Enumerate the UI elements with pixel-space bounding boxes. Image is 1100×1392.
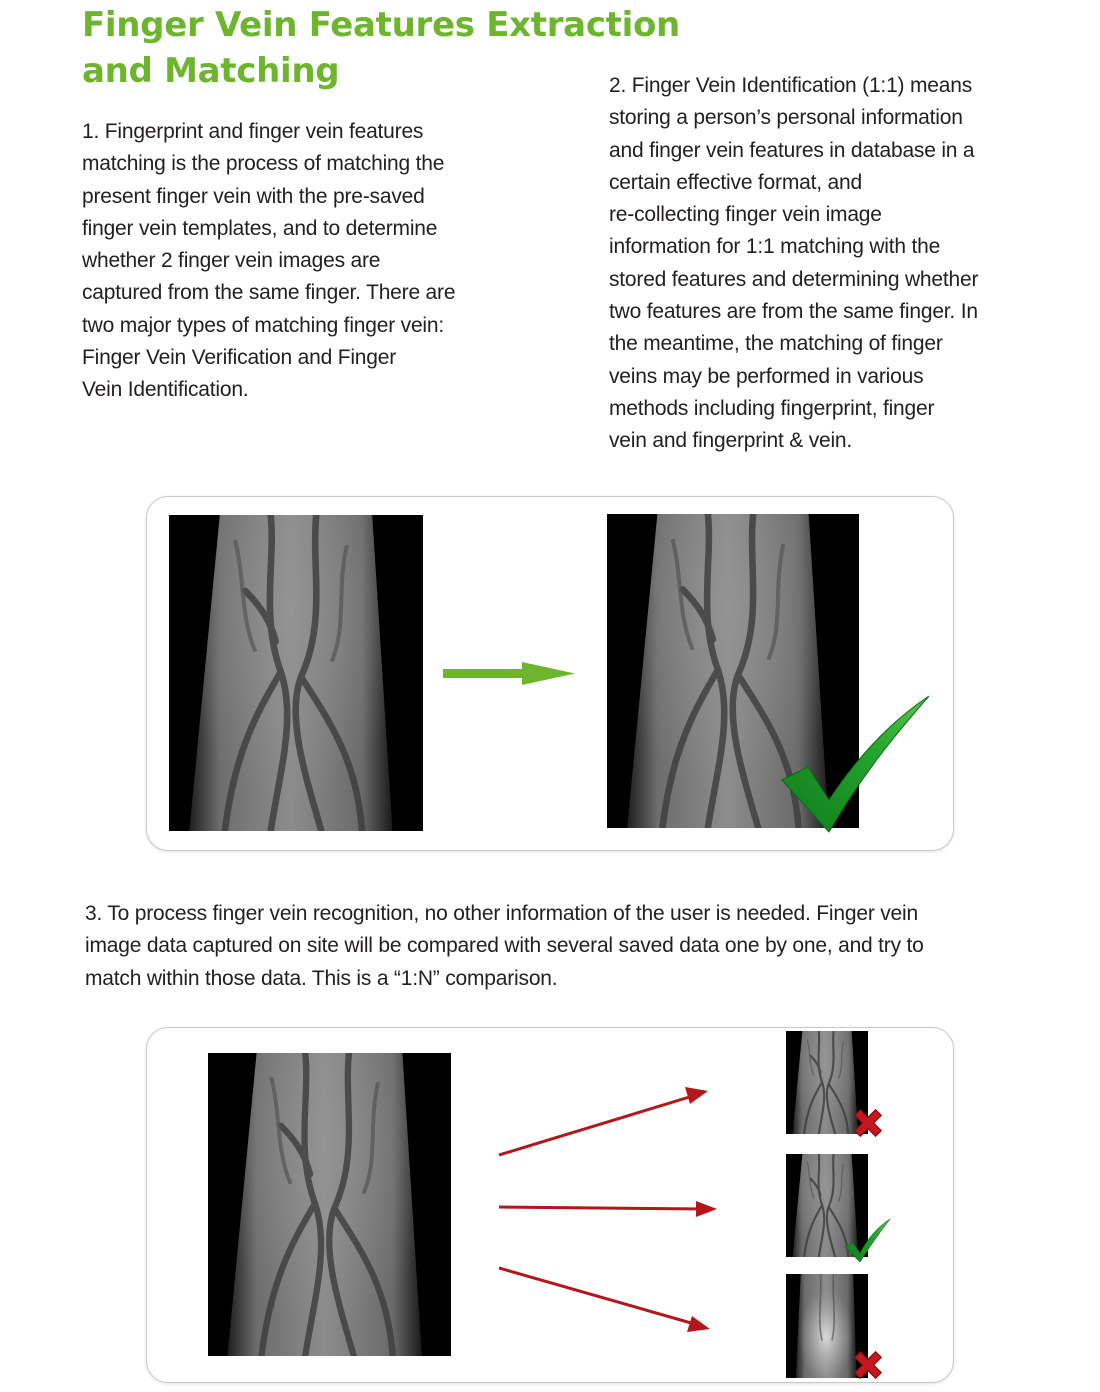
- red-arrow-3: [499, 1268, 710, 1332]
- red-arrow-1: [499, 1087, 708, 1155]
- section-2-text: 2. Finger Vein Identification (1:1) means storing a person’s personal information and finger vein features in database in a certain effective format, and re-collecting finger vein image information for 1:1 matching with the stored features and determining whether two features are from the same finger. In the meantime, the matching of finger veins may be performed in various methods including fingerprint, finger vein and fingerprint & vein.: [609, 74, 979, 453]
- title-line-2: and Matching: [82, 51, 340, 91]
- mismatch-x-icon: [855, 1352, 882, 1379]
- title-line-1: Finger Vein Features Extraction: [82, 5, 680, 45]
- red-arrow-2: [499, 1201, 717, 1217]
- match-check-icon: [845, 1219, 890, 1262]
- mismatch-x-icon: [855, 1110, 882, 1137]
- section-1-text: 1. Fingerprint and finger vein features matching is the process of matching the present finger vein with the pre-saved finger vein templates, and to determine whether 2 finger vein images are captured from the same finger. There are two major types of matching finger vein: Finger Vein Verification and Finger Vein Identification.: [82, 120, 456, 402]
- section-3-text: 3. To process finger vein recognition, no other information of the user is needed. Finger vein image data captured on site will be compared with several saved data one by one, and try to match within those data. This is a “1:N” comparison.: [85, 902, 924, 990]
- red-arrows: [499, 1087, 717, 1332]
